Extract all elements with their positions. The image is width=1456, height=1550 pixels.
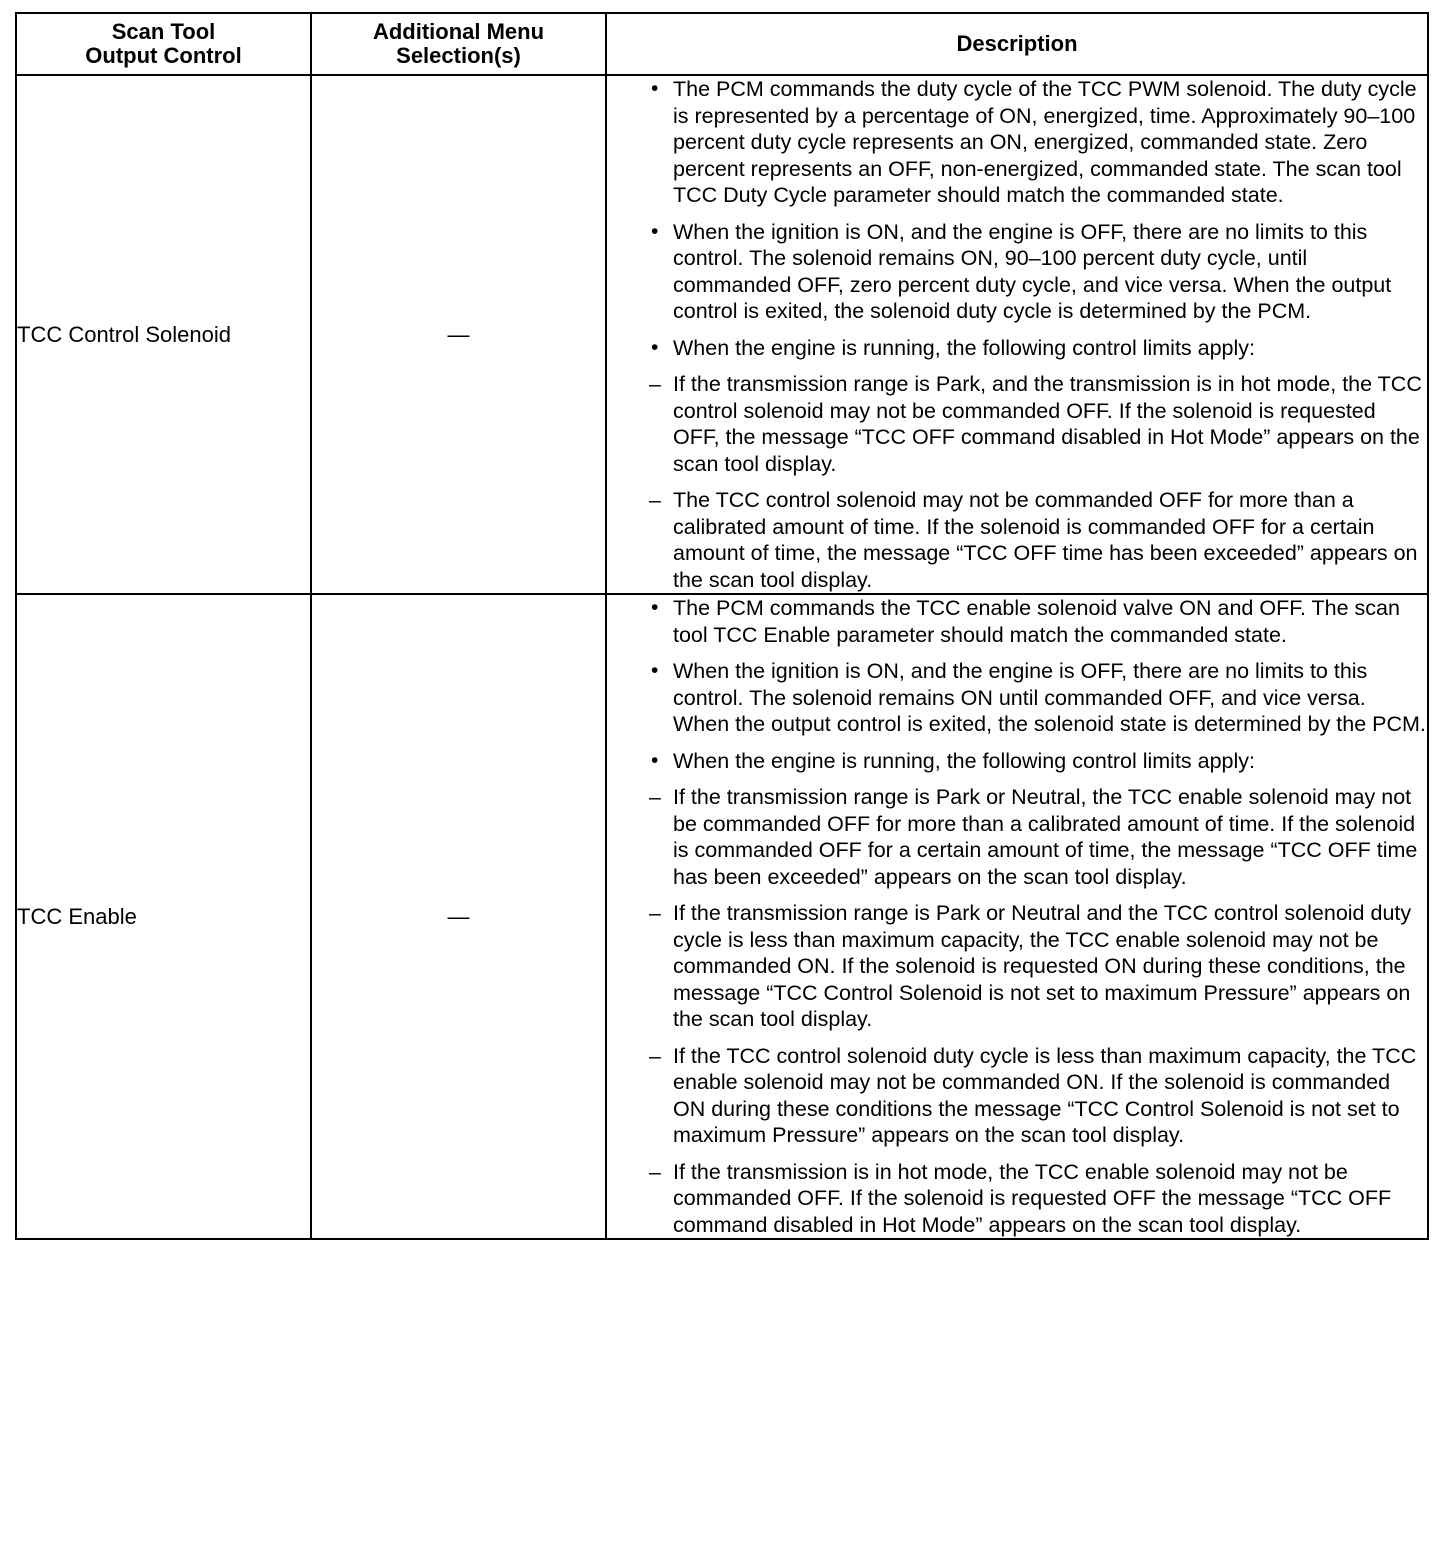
table-row bbox=[16, 594, 1428, 1239]
header-additional-menu-selections bbox=[311, 13, 606, 75]
bullet-dot-icon: • bbox=[651, 659, 659, 682]
bullet-item bbox=[607, 219, 1427, 325]
header-text: Description bbox=[956, 31, 1078, 56]
bullet-text: When the ignition is ON, and the engine is OFF, there are no limits to this control. The solenoid remains ON, 90–100 percent duty cycle, until commanded OFF, zero percent duty cycle, and vice versa. When the output control is exited, the solenoid duty cycle is determined by the PCM. bbox=[673, 219, 1392, 323]
header-text: Scan Tool Output Control bbox=[85, 19, 242, 68]
sub-text: If the transmission is in hot mode, the TCC enable solenoid may not be commanded OFF. If the solenoid is requested OFF the message “TCC OFF command disabled in Hot Mode” appears on the scan tool display. bbox=[673, 1159, 1392, 1237]
sub-item bbox=[639, 900, 1427, 1033]
bullet-item bbox=[607, 335, 1427, 594]
sub-item bbox=[639, 1043, 1427, 1149]
dash-icon: – bbox=[649, 785, 661, 809]
bullet-list bbox=[607, 76, 1427, 593]
bullet-dot-icon: • bbox=[651, 748, 659, 772]
bullet-dot-icon: • bbox=[651, 77, 659, 100]
bullet-item bbox=[607, 748, 1427, 1239]
sub-list bbox=[639, 784, 1427, 1238]
bullet-text: The PCM commands the TCC enable solenoid valve ON and OFF. The scan tool TCC Enable parameter should match the commanded state. bbox=[673, 596, 1400, 647]
menu-selection: — bbox=[311, 594, 606, 1239]
sub-text: If the transmission range is Park, and the transmission is in hot mode, the TCC control solenoid may not be commanded OFF. If the solenoid is requested OFF, the message “TCC OFF command disabled in Hot Mode” appears on the scan tool display. bbox=[673, 372, 1422, 476]
sub-text: If the TCC control solenoid duty cycle is less than maximum capacity, the TCC enable solenoid may not be commanded ON. If the solenoid is commanded ON during these conditions the message “TCC Control Solenoid is not set to maximum Pressure” appears on the scan tool display. bbox=[673, 1043, 1417, 1147]
bullet-text: When the engine is running, the following control limits apply: bbox=[673, 335, 1256, 360]
output-control-table bbox=[15, 12, 1429, 1240]
sub-text: If the transmission range is Park or Neutral, the TCC enable solenoid may not be commanded OFF for more than a calibrated amount of time. If the solenoid is commanded OFF for a certain amount of time, the message “TCC OFF time has been exceeded” appears on the scan tool display. bbox=[673, 785, 1418, 889]
bullet-item bbox=[607, 595, 1427, 648]
description-cell bbox=[606, 594, 1428, 1239]
menu-selection: — bbox=[311, 75, 606, 594]
output-control-name: TCC Enable bbox=[16, 594, 311, 1239]
dash-icon: – bbox=[649, 901, 661, 925]
output-control-name: TCC Control Solenoid bbox=[16, 75, 311, 594]
header-description bbox=[606, 13, 1428, 75]
bullet-text: When the ignition is ON, and the engine is OFF, there are no limits to this control. The solenoid remains ON until commanded OFF, and vice versa. When the output control is exited, the solenoid state is determined by the PCM. bbox=[673, 659, 1426, 736]
sub-text: The TCC control solenoid may not be commanded OFF for more than a calibrated amount of time. If the solenoid is commanded OFF for a certain amount of time, the message “TCC OFF time has been exceeded” appears on the scan tool display. bbox=[673, 488, 1418, 592]
sub-item bbox=[639, 784, 1427, 890]
dash-icon: – bbox=[649, 1159, 661, 1184]
header-text: Additional Menu Selection(s) bbox=[372, 19, 545, 68]
bullet-dot-icon: • bbox=[651, 219, 659, 243]
bullet-text: The PCM commands the duty cycle of the TCC PWM solenoid. The duty cycle is represented by a percentage of ON, energized, time. Approximately 90–100 percent duty cycle represents an ON, energized, commanded state. Zero percent represents an OFF, non-energized, commanded state. The scan tool TCC Duty Cycle parameter should match the commanded state. bbox=[673, 77, 1417, 207]
bullet-dot-icon: • bbox=[651, 596, 659, 619]
sub-item bbox=[639, 1159, 1427, 1239]
sub-item bbox=[639, 487, 1427, 593]
dash-icon: – bbox=[649, 1043, 661, 1068]
dash-icon: – bbox=[649, 372, 661, 396]
table-row bbox=[16, 75, 1428, 594]
table-header bbox=[16, 13, 1428, 75]
dash-icon: – bbox=[649, 488, 661, 512]
table-body bbox=[16, 75, 1428, 1239]
bullet-item bbox=[607, 658, 1427, 738]
bullet-list bbox=[607, 595, 1427, 1238]
bullet-text: When the engine is running, the following control limits apply: bbox=[673, 748, 1256, 773]
bullet-item bbox=[607, 76, 1427, 209]
sub-list bbox=[639, 371, 1427, 593]
sub-text: If the transmission range is Park or Neutral and the TCC control solenoid duty cycle is less than maximum capacity, the TCC enable solenoid may not be commanded ON. If the solenoid is requested ON during these conditions, the message “TCC Control Solenoid is not set to maximum Pressure” appears on the scan tool display. bbox=[673, 901, 1412, 1031]
description-cell bbox=[606, 75, 1428, 594]
bullet-dot-icon: • bbox=[651, 335, 659, 359]
sub-item bbox=[639, 371, 1427, 477]
header-scan-tool-output-control bbox=[16, 13, 311, 75]
header-row bbox=[16, 13, 1428, 75]
